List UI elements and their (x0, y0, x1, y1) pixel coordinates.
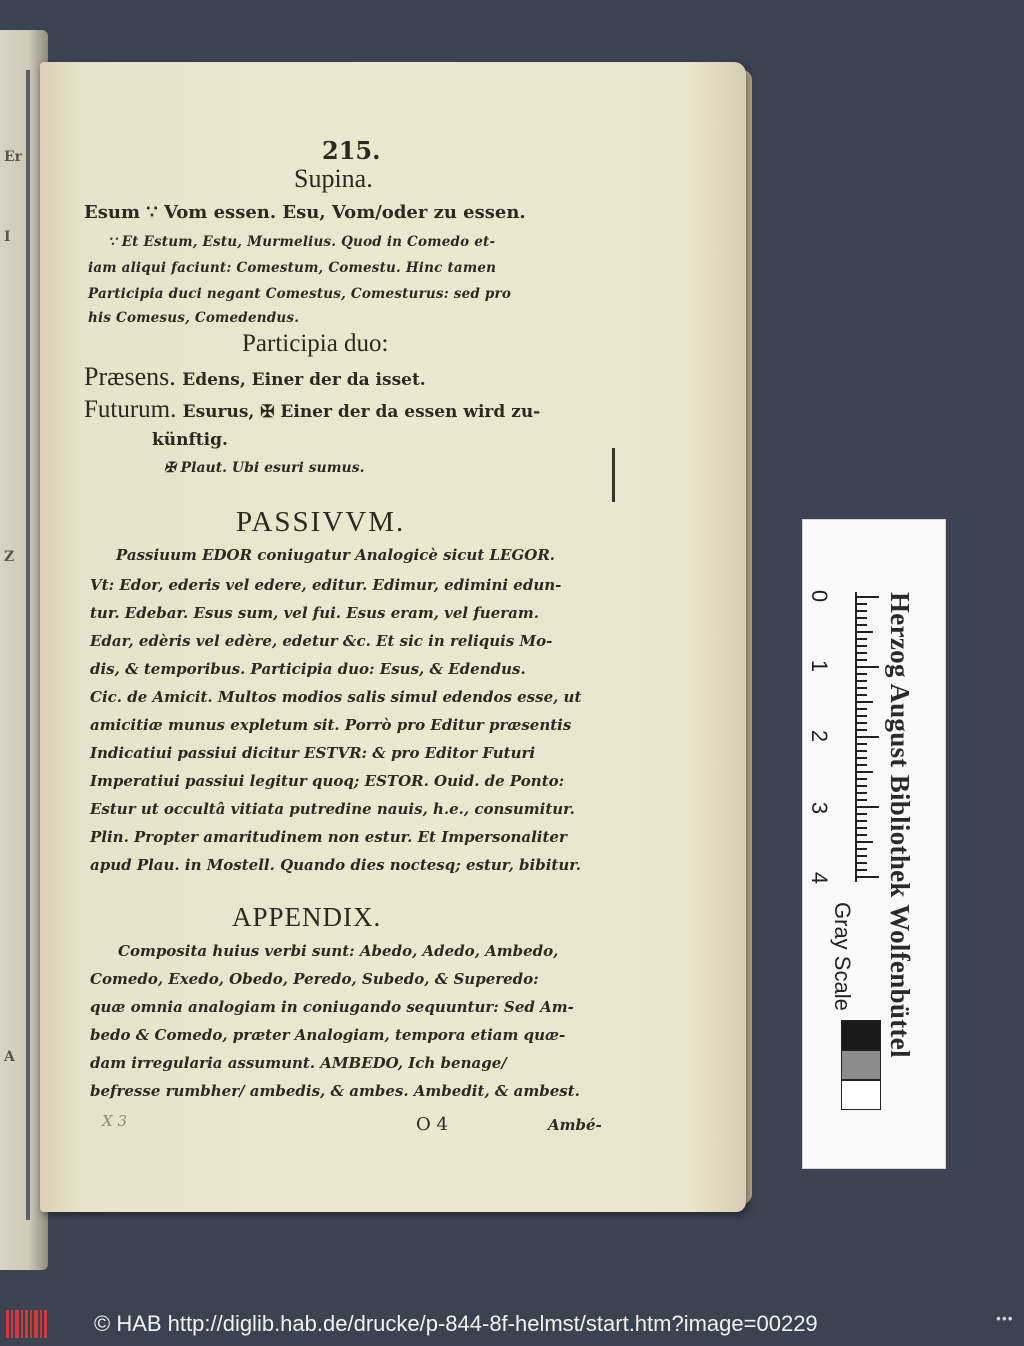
ruler-tick (857, 624, 867, 626)
ruler-tick (857, 785, 867, 787)
gray-scale-label: Gray Scale (830, 902, 855, 1011)
heading-passivum: PASSIVVM. (236, 506, 406, 538)
note-line: iam aliqui faciunt: Comestum, Comestu. Hinc tamen (88, 260, 497, 276)
ruler-tick (857, 617, 867, 619)
ruler-tick (857, 855, 867, 857)
ruler-tick (857, 841, 873, 843)
ruler-tick (857, 652, 867, 654)
color-scale-card (802, 519, 946, 1169)
ruler-tick (857, 729, 867, 731)
praesens-line (84, 362, 426, 392)
appendix-line: quæ omnia analogiam in coniugando sequuntur: Sed Am- (90, 998, 574, 1016)
futurum-label: Futurum. (84, 396, 177, 423)
ruler-tick (857, 869, 867, 871)
ruler-tick (857, 659, 867, 661)
note-line: ∵ Et Estum, Estu, Murmelius. Quod in Comedo et- (108, 234, 496, 250)
note-line: his Comesus, Comedendus. (88, 310, 300, 326)
ruler-tick (857, 687, 867, 689)
ruler-tick (857, 645, 867, 647)
praesens-text: Edens, Einer der da isset. (182, 370, 426, 390)
ruler-tick (857, 862, 867, 864)
ruler-number: 0 (807, 589, 832, 603)
ruler-tick (857, 743, 867, 745)
ruler-tick (857, 701, 873, 703)
heading-participia: Participia duo: (242, 330, 389, 357)
futurum-line (84, 396, 540, 424)
ruler-tick (857, 715, 867, 717)
ruler-tick (857, 813, 867, 815)
ruler-tick (857, 694, 867, 696)
ruler-tick (857, 596, 879, 598)
heading-appendix: APPENDIX. (232, 902, 382, 932)
more-menu-icon[interactable]: ••• (996, 1310, 1014, 1326)
ink-mark (612, 448, 615, 502)
ruler-tick (857, 834, 867, 836)
heading-supina: Supina. (294, 164, 373, 193)
ruler-tick (857, 610, 867, 612)
ruler-tick (857, 666, 879, 668)
ruler-number: 4 (807, 871, 832, 885)
ruler-tick (857, 820, 867, 822)
praesens-label: Præsens. (84, 362, 176, 391)
passivum-line: Vt: Edor, ederis vel edere, editur. Edimur, edimini edun- (90, 576, 562, 594)
note-line: Participia duci negant Comestus, Comesturus: sed pro (88, 286, 512, 302)
ruler-tick (857, 827, 867, 829)
passivum-line: Imperatiui passiui legitur quoq; ESTOR. Ouid. de Ponto: (90, 772, 565, 790)
ruler-tick (857, 680, 867, 682)
signature-mark: O 4 (416, 1114, 448, 1135)
ruler-number: 2 (807, 729, 832, 743)
passivum-line: apud Plau. in Mostell. Quando dies noctesq; estur, bibitur. (90, 856, 582, 874)
passivum-line: Plin. Propter amaritudinem non estur. Et Impersonaliter (90, 828, 567, 846)
passivum-line: tur. Edebar. Esus sum, vel fui. Esus eram, vel fueram. (90, 604, 539, 622)
source-credit-link[interactable]: © HAB http://diglib.hab.de/drucke/p-844-8f-helmst/start.htm?image=00229 (94, 1311, 818, 1336)
ruler-tick (857, 876, 879, 878)
institution-name: Herzog August Bibliothek Wolfenbüttel (885, 592, 915, 1058)
ruler-tick (857, 603, 867, 605)
edge-mark: I (4, 229, 11, 245)
book-page (40, 62, 746, 1212)
ruler-tick (857, 848, 867, 850)
ruler-tick (857, 673, 867, 675)
ruler-number: 1 (807, 659, 832, 673)
ruler-tick (857, 638, 867, 640)
appendix-line: befresse rumbher/ ambedis, & ambes. Ambedit, & ambest. (90, 1082, 580, 1100)
edge-mark: Z (4, 549, 15, 565)
page-number: 215. (322, 136, 381, 165)
viewer-footer (0, 1302, 1024, 1346)
edge-mark: Er (4, 149, 23, 165)
ruler-tick (857, 631, 873, 633)
ruler-tick (857, 736, 879, 738)
hab-logo-icon (6, 1310, 48, 1338)
futurum-text: Esurus, ✠ Einer der da essen wird zu- (182, 402, 541, 422)
catchword: Ambé- (548, 1116, 602, 1134)
futurum-continuation: künftig. (152, 430, 228, 450)
appendix-line: Comedo, Exedo, Obedo, Peredo, Subedo, & Superedo: (90, 970, 539, 988)
ruler-tick (857, 750, 867, 752)
ruler-tick (857, 708, 867, 710)
gray-swatch-black (841, 1020, 881, 1050)
passivum-line: Edar, edèris vel edère, edetur &c. Et sic in reliquis Mo- (90, 632, 553, 650)
ruler-tick (857, 771, 873, 773)
ruler-tick (857, 799, 867, 801)
ruler-tick (857, 757, 867, 759)
edge-mark: A (4, 1049, 15, 1065)
passivum-line: Estur ut occultâ vitiata putredine nauis, h.e., consumitur. (90, 800, 575, 818)
passivum-line: Cic. de Amicit. Multos modios salis simul edendos esse, ut (90, 688, 582, 706)
passivum-line: Indicatiui passiui dicitur ESTVR: & pro Editor Futuri (90, 744, 536, 762)
passivum-line: amicitiæ munus expletum sit. Porrò pro Editur præsentis (90, 716, 572, 734)
appendix-line: bedo & Comedo, præter Analogiam, tempora etiam quæ- (90, 1026, 566, 1044)
passivum-line: Passiuum EDOR coniugatur Analogicè sicut LEGOR. (116, 546, 556, 564)
margin-mark: X 3 (102, 1112, 127, 1130)
ruler-tick (857, 722, 867, 724)
gray-swatch-white (841, 1080, 881, 1110)
passivum-line: dis, & temporibus. Participia duo: Esus, & Edendus. (90, 660, 526, 678)
ruler-tick (857, 764, 867, 766)
ruler-number: 3 (807, 801, 832, 815)
appendix-line: Composita huius verbi sunt: Abedo, Adedo, Ambedo, (118, 942, 559, 960)
gray-swatch-mid (841, 1050, 881, 1080)
ruler-tick (857, 792, 867, 794)
ruler-tick (857, 778, 867, 780)
appendix-line: dam irregularia assumunt. AMBEDO, Ich benage/ (90, 1054, 507, 1072)
ruler-tick (857, 806, 879, 808)
supina-line: Esum ∵ Vom essen. Esu, Vom/oder zu essen. (84, 202, 526, 223)
plautus-note: ✠ Plaut. Ubi esuri sumus. (164, 460, 365, 476)
